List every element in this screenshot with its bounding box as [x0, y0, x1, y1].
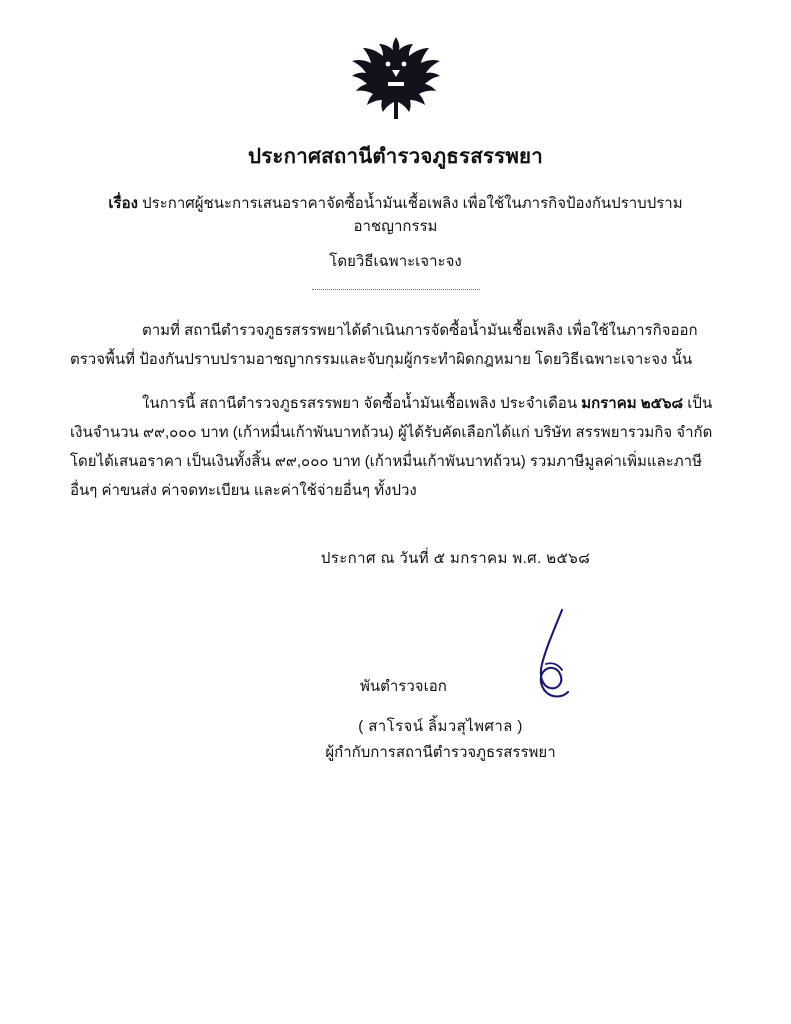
- subject-label: เรื่อง: [108, 195, 138, 212]
- subject-method: โดยวิธีเฉพาะเจาะจง: [329, 253, 462, 270]
- dotted-divider: [312, 289, 480, 290]
- paragraph-1: ตามที่ สถานีตำรวจภูธรสรรพยาได้ดำเนินการจัดซื้อน้ำมันเชื้อเพลิง เพื่อใช้ในภารกิจออกตรวจพื้นที่ ป้องกันปราบปรามอาชญากรรมและจับกุมผู้กระทำผิดกฎหมาย โดยวิธีเฉพาะเจาะจง นั้น: [70, 322, 698, 369]
- paragraph-2-part1: ในการนี้ สถานีตำรวจภูธรสรรพยา จัดซื้อน้ำมันเชื้อเพลิง ประจำเดือน: [142, 394, 582, 412]
- divider-container: [70, 289, 721, 290]
- document-body: [70, 316, 721, 506]
- paragraph-2-month: มกราคม ๒๕๖๘: [581, 394, 684, 412]
- signer-rank: พันตำรวจเอก: [360, 677, 447, 695]
- signer-name: ( สาโรจน์ ลิ้มวสุไพศาล ): [358, 717, 523, 735]
- paragraph-2-part2: เป็นเงินจำนวน ๙๙,๐๐๐ บาท (เก้าหมื่นเก้าพันบาทถ้วน) ผู้ได้รับคัดเลือกได้แก่ บริษัท สรรพยารวมกิจ จำกัด โดยได้เสนอราคา เป็นเงินทั้งสิ้น ๙๙,๐๐๐ บาท (เก้าหมื่นเก้าพันบาทถ้วน) รวมภาษีมูลค่าเพิ่มและภาษีอื่นๆ ค่าขนส่ง ค่าจดทะเบียน และค่าใช้จ่ายอื่นๆ ทั้งปวง: [70, 394, 713, 500]
- announcement-date: ประกาศ ณ วันที่ ๕ มกราคม พ.ศ. ๒๕๖๘: [320, 549, 591, 567]
- garuda-emblem: [348, 34, 444, 122]
- emblem-container: [70, 0, 721, 122]
- page-title: ประกาศสถานีตำรวจภูธรสรรพยา: [248, 145, 543, 168]
- handwritten-signature: [502, 604, 612, 724]
- signer-position: ผู้กำกับการสถานีตำรวจภูธรสรรพยา: [325, 743, 556, 761]
- signature-area: [70, 622, 721, 772]
- subject-text: ประกาศผู้ชนะการเสนอราคาจัดซื้อน้ำมันเชื้อเพลิง เพื่อใช้ในภารกิจป้องกันปราบปรามอาชญากรรม: [142, 195, 683, 235]
- paragraph-2: [70, 389, 721, 506]
- subject-line: [70, 193, 721, 238]
